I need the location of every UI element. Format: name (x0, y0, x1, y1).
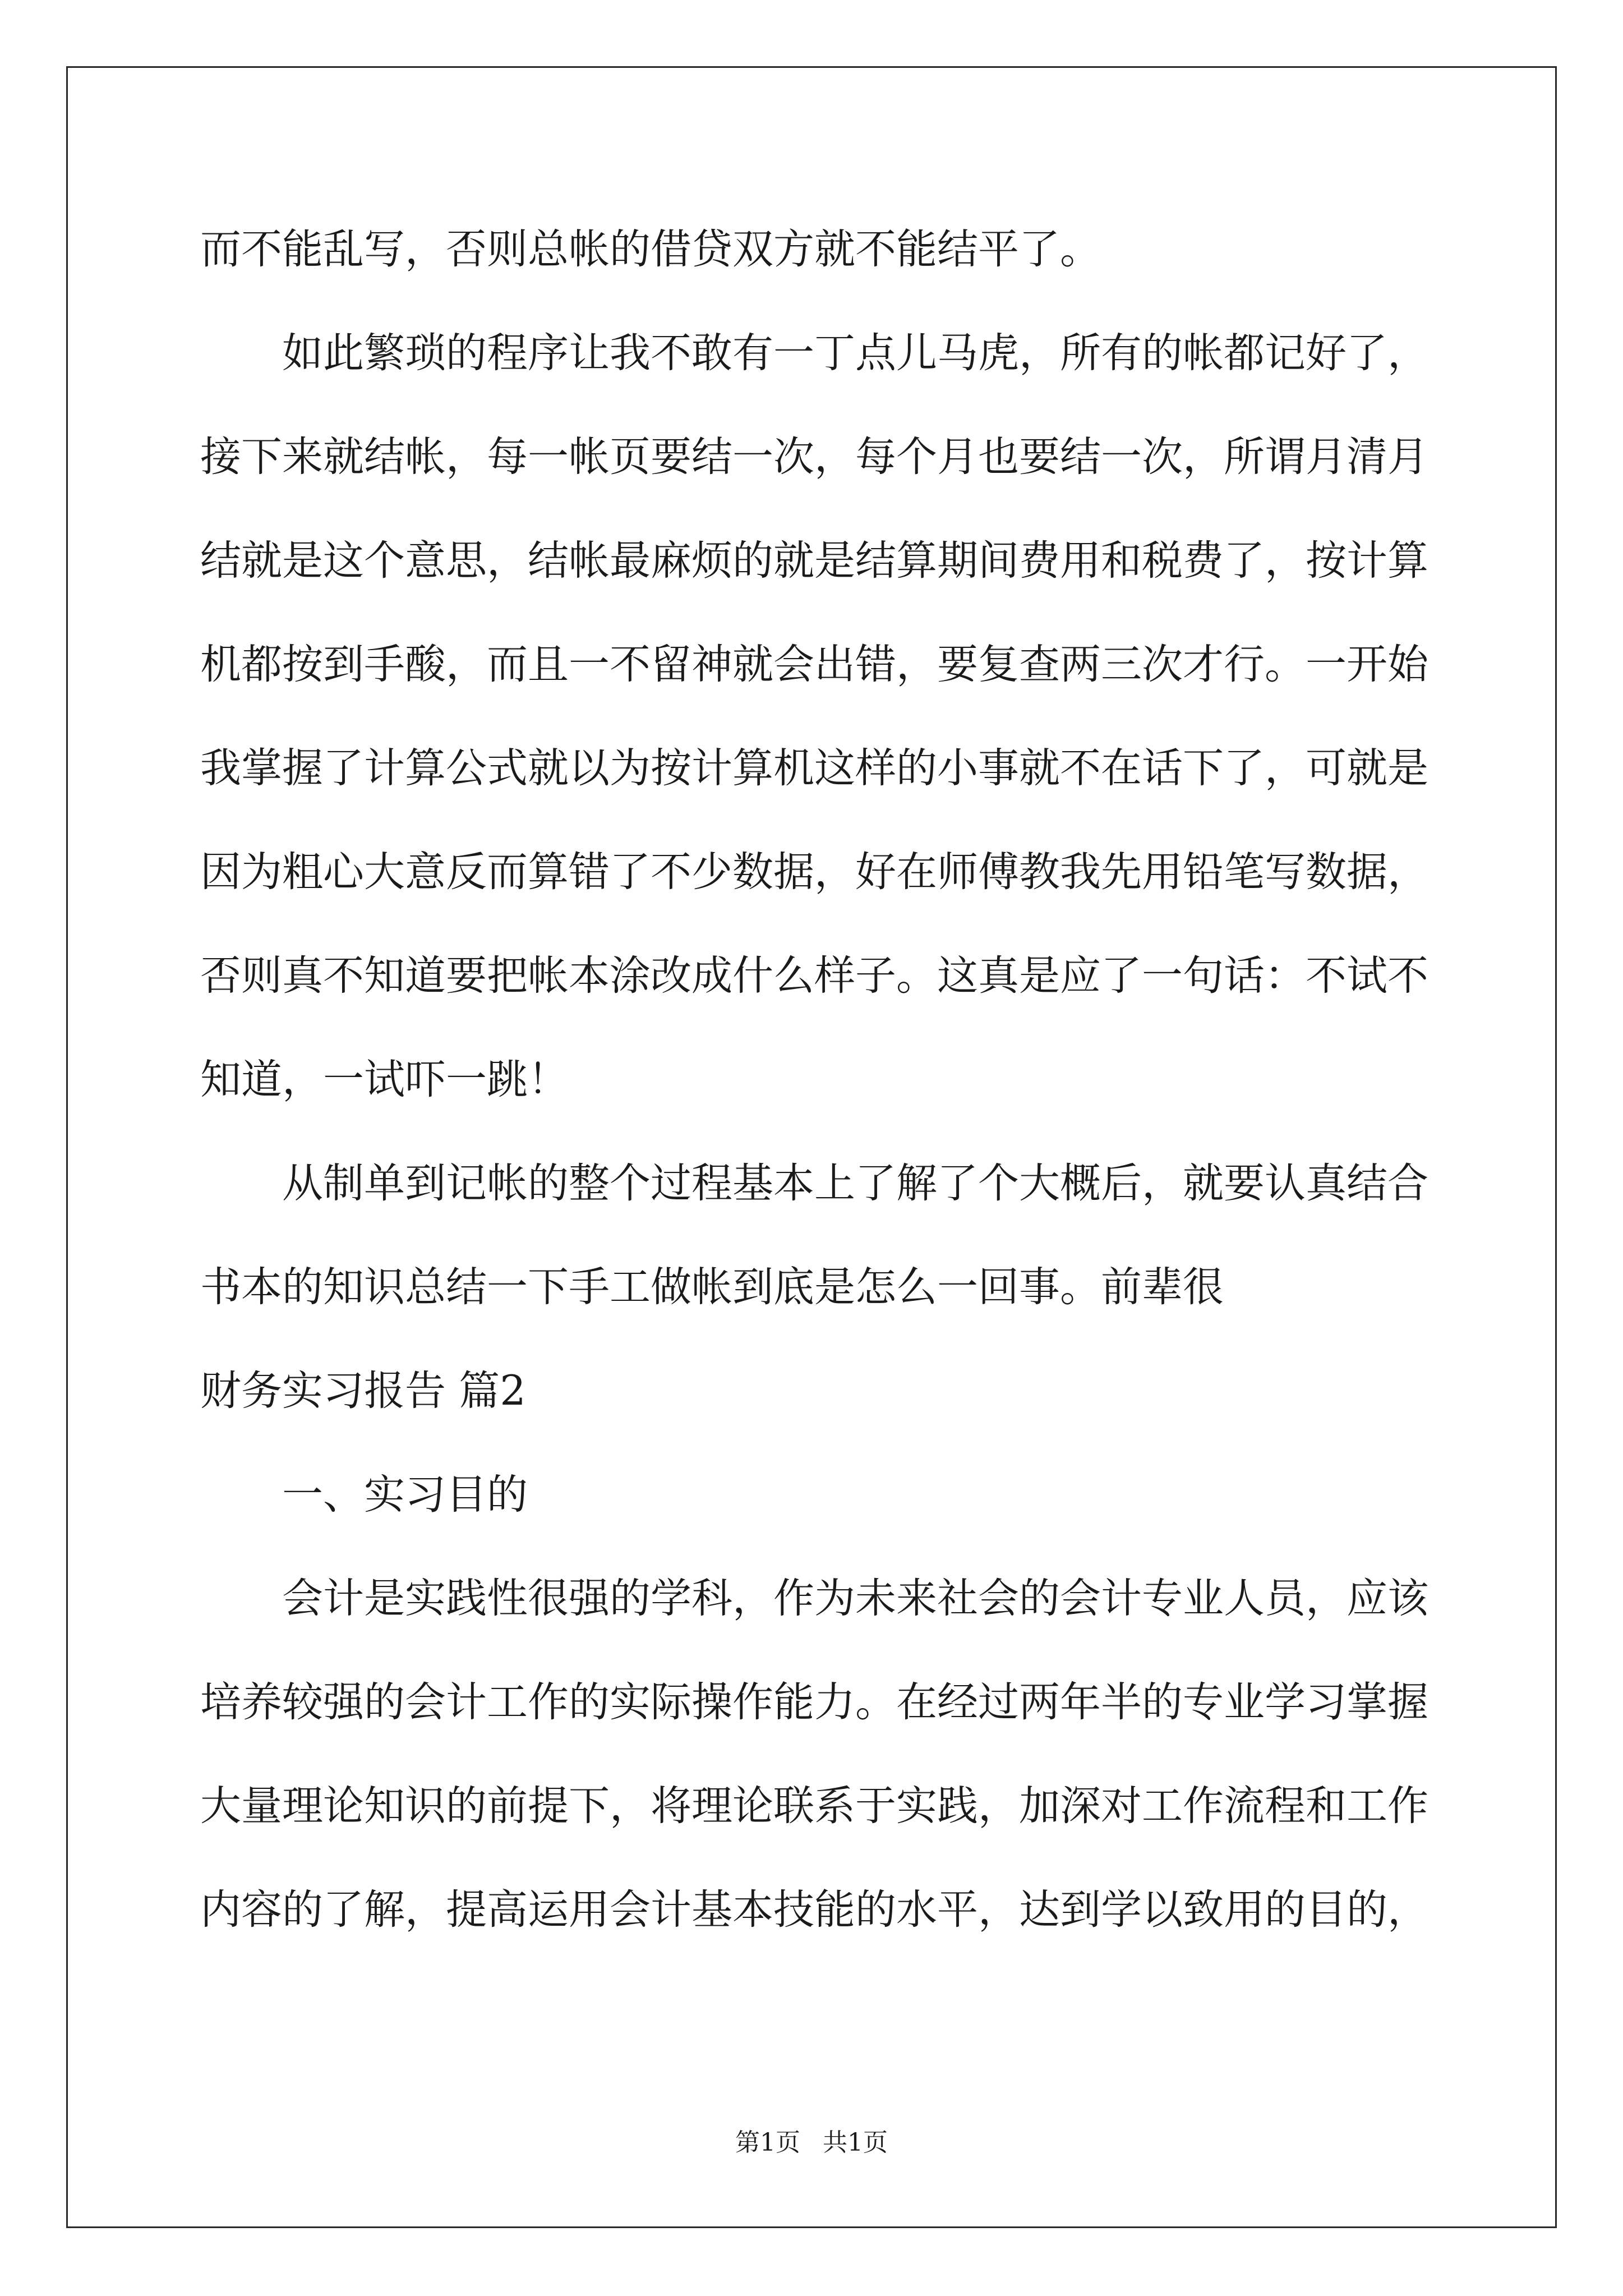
text-line: 接下来就结帐，每一帐页要结一次，每个月也要结一次，所谓月清月 (200, 433, 1428, 481)
text-line: 机都按到手酸，而且一不留神就会出错，要复查两三次才行。一开始 (200, 641, 1428, 688)
text-line: 培养较强的会计工作的实际操作能力。在经过两年半的专业学习掌握 (200, 1678, 1428, 1726)
text-line: 结就是这个意思，结帐最麻烦的就是结算期间费用和税费了，按计算 (200, 537, 1428, 585)
text-line: 内容的了解，提高运用会计基本技能的水平，达到学以致用的目的， (200, 1886, 1428, 1934)
text-line: 书本的知识总结一下手工做帐到底是怎么一回事。前辈很 (200, 1263, 1224, 1311)
page-footer (0, 2126, 1623, 2160)
text-line: 而不能乱写，否则总帐的借贷双方就不能结平了。 (200, 226, 1101, 273)
page-number-current: 第1页 (735, 2128, 800, 2157)
text-line: 否则真不知道要把帐本涂改成什么样子。这真是应了一句话：不试不 (200, 952, 1428, 1000)
document-body (200, 213, 1426, 1977)
text-line: 从制单到记帐的整个过程基本上了解了个大概后，就要认真结合 (282, 1159, 1428, 1207)
text-line: 如此繁琐的程序让我不敢有一丁点儿马虎，所有的帐都记好了， (282, 329, 1428, 377)
text-line: 知道，一试吓一跳！ (200, 1056, 569, 1103)
subsection-heading: 一、实习目的 (282, 1471, 528, 1519)
text-line: 大量理论知识的前提下，将理论联系于实践，加深对工作流程和工作 (200, 1782, 1428, 1830)
text-line: 我掌握了计算公式就以为按计算机这样的小事就不在话下了，可就是 (200, 744, 1428, 792)
text-line: 因为粗心大意反而算错了不少数据，好在师傅教我先用铅笔写数据， (200, 848, 1428, 896)
section-heading: 财务实习报告 篇2 (200, 1367, 526, 1415)
text-line: 会计是实践性很强的学科，作为未来社会的会计专业人员，应该 (282, 1575, 1428, 1622)
page-number-total: 共1页 (823, 2128, 888, 2157)
